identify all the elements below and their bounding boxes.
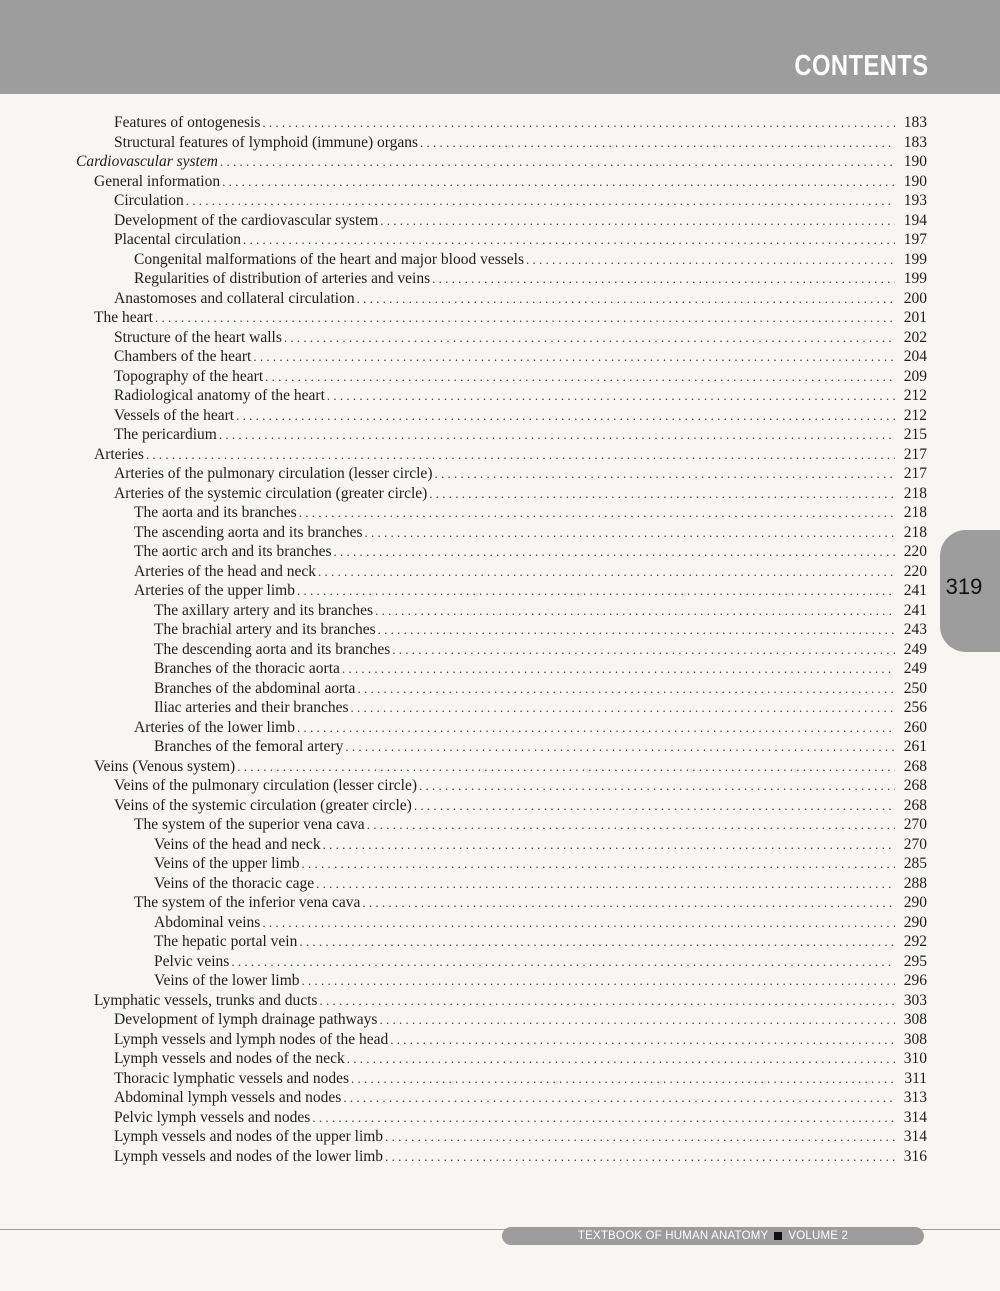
- toc-entry[interactable]: [0, 854, 1000, 874]
- toc-entry-page: 200: [903, 289, 927, 307]
- toc-entry-title: Radiological anatomy of the heart: [114, 387, 325, 404]
- toc-entry[interactable]: [0, 1088, 1000, 1108]
- toc-entry-page: 220: [903, 543, 927, 560]
- toc-entry-page: 308: [903, 1030, 927, 1048]
- dot-leader: [243, 230, 895, 250]
- toc-entry[interactable]: [0, 211, 1000, 231]
- toc-entry-page: 290: [903, 913, 927, 931]
- dot-leader: [367, 815, 895, 835]
- toc-entry-page: 190: [903, 153, 927, 170]
- dot-leader: [186, 191, 895, 211]
- footer-band: [502, 1227, 924, 1245]
- toc-entry[interactable]: [0, 523, 1000, 543]
- dot-leader: [342, 659, 895, 679]
- toc-entry-title: The system of the superior vena cava: [134, 816, 365, 833]
- toc-entry-title: Veins of the pulmonary circulation (lesser circle): [114, 777, 417, 794]
- table-of-contents: [0, 113, 1000, 1166]
- dot-leader: [375, 601, 895, 621]
- toc-entry-title: Placental circulation: [114, 231, 241, 248]
- toc-entry-title: Congenital malformations of the heart and major blood vessels: [134, 250, 524, 268]
- dot-leader: [237, 757, 895, 777]
- dot-leader: [319, 991, 895, 1011]
- toc-entry-page: 199: [903, 270, 927, 287]
- toc-entry-page: 268: [903, 796, 927, 814]
- toc-entry-title: The brachial artery and its branches: [154, 621, 376, 638]
- dot-leader: [414, 796, 895, 816]
- toc-entry-page: 241: [903, 582, 927, 599]
- toc-entry-page: 193: [903, 192, 927, 209]
- toc-entry-page: 268: [903, 777, 927, 794]
- toc-entry-title: The heart: [94, 309, 153, 326]
- toc-entry-page: 215: [903, 426, 927, 443]
- toc-entry-title: Arteries of the lower limb: [134, 718, 295, 736]
- toc-entry-title: Veins of the lower limb: [154, 972, 300, 989]
- toc-entry-title: The aortic arch and its branches: [134, 543, 332, 560]
- page-title: CONTENTS: [793, 50, 928, 82]
- dot-leader: [334, 542, 895, 562]
- dot-leader: [420, 133, 895, 153]
- toc-entry[interactable]: [0, 1030, 1000, 1050]
- toc-entry-page: 285: [903, 855, 927, 872]
- toc-entry[interactable]: [0, 698, 1000, 718]
- page-number: 319: [945, 574, 983, 599]
- toc-entry-page: 220: [903, 562, 927, 580]
- toc-entry-title: Pelvic veins: [154, 952, 230, 970]
- dot-leader: [297, 718, 895, 738]
- dot-leader: [222, 172, 895, 192]
- toc-entry[interactable]: [0, 874, 1000, 894]
- toc-entry-page: 290: [903, 894, 927, 911]
- toc-entry-title: Features of ontogenesis: [114, 114, 261, 131]
- toc-entry-page: 311: [904, 1069, 927, 1087]
- toc-entry-page: 316: [903, 1147, 927, 1165]
- toc-entry-title: Development of the cardiovascular system: [114, 211, 379, 229]
- toc-entry-page: 243: [903, 621, 927, 638]
- toc-entry-title: Pelvic lymph vessels and nodes: [114, 1108, 311, 1126]
- dot-leader: [434, 464, 895, 484]
- toc-entry[interactable]: [0, 289, 1000, 309]
- dot-leader: [155, 308, 895, 328]
- toc-entry-title: Branches of the abdominal aorta: [154, 679, 356, 697]
- toc-entry-title: Vessels of the heart: [114, 406, 235, 424]
- toc-entry-title: Veins of the thoracic cage: [154, 874, 315, 892]
- toc-entry-title: Cardiovascular system: [76, 153, 218, 170]
- toc-entry-title: Iliac arteries and their branches: [154, 699, 349, 716]
- toc-entry-page: 303: [903, 991, 927, 1009]
- toc-entry-title: Arteries of the pulmonary circulation (lesser circle): [114, 465, 433, 482]
- toc-entry-page: 217: [903, 445, 927, 463]
- toc-entry-title: Branches of the thoracic aorta: [154, 660, 340, 677]
- dot-leader: [299, 503, 895, 523]
- dot-leader: [432, 269, 895, 289]
- toc-entry[interactable]: [0, 542, 1000, 562]
- dot-leader: [316, 874, 895, 894]
- toc-entry[interactable]: [0, 425, 1000, 445]
- dot-leader: [380, 211, 895, 231]
- toc-entry-title: Lymph vessels and nodes of the lower limb: [114, 1147, 384, 1165]
- toc-entry[interactable]: [0, 172, 1000, 192]
- toc-entry-page: 218: [903, 484, 927, 502]
- toc-entry[interactable]: [0, 347, 1000, 367]
- toc-entry-title: Structural features of lymphoid (immune) organs: [114, 133, 419, 151]
- toc-entry-page: 249: [903, 640, 927, 658]
- toc-entry[interactable]: [0, 386, 1000, 406]
- toc-entry-page: 270: [903, 835, 927, 853]
- toc-entry[interactable]: [0, 367, 1000, 387]
- toc-entry-title: Regularities of distribution of arteries and veins: [134, 270, 431, 287]
- toc-entry-page: 204: [903, 348, 927, 365]
- toc-entry[interactable]: [0, 464, 1000, 484]
- dot-leader: [526, 250, 895, 270]
- dot-leader: [429, 484, 895, 504]
- toc-entry-page: 241: [903, 601, 927, 619]
- toc-entry-page: 209: [903, 367, 927, 385]
- toc-entry-page: 183: [903, 114, 927, 131]
- footer-volume: VOLUME 2: [788, 1230, 849, 1242]
- toc-entry-title: Arteries of the systemic circulation (greater circle): [114, 484, 428, 502]
- toc-entry-title: Veins of the systemic circulation (greater circle): [114, 796, 412, 814]
- toc-entry-page: 217: [903, 465, 927, 482]
- square-bullet-icon: [774, 1232, 782, 1240]
- toc-entry-page: 212: [903, 387, 927, 404]
- toc-entry[interactable]: [0, 269, 1000, 289]
- toc-entry[interactable]: [0, 1147, 1000, 1167]
- toc-entry[interactable]: [0, 737, 1000, 757]
- dot-leader: [351, 698, 895, 718]
- toc-entry-title: The descending aorta and its branches: [154, 640, 391, 658]
- dot-leader: [379, 1010, 895, 1030]
- toc-entry-title: Chambers of the heart: [114, 348, 252, 365]
- toc-entry-page: 292: [903, 933, 927, 950]
- toc-entry[interactable]: [0, 601, 1000, 621]
- toc-entry-title: Arteries: [94, 445, 144, 463]
- dot-leader: [262, 913, 895, 933]
- toc-entry[interactable]: [0, 113, 1000, 133]
- toc-entry[interactable]: [0, 835, 1000, 855]
- toc-entry[interactable]: [0, 406, 1000, 426]
- toc-entry[interactable]: [0, 250, 1000, 270]
- toc-entry-title: Veins (Venous system): [94, 757, 236, 775]
- toc-entry-page: 249: [903, 660, 927, 677]
- dot-leader: [385, 1127, 895, 1147]
- toc-entry[interactable]: [0, 659, 1000, 679]
- toc-entry-page: 197: [903, 231, 927, 248]
- toc-entry-page: 201: [903, 309, 927, 326]
- dot-leader: [262, 113, 895, 133]
- toc-entry[interactable]: [0, 815, 1000, 835]
- toc-entry[interactable]: [0, 503, 1000, 523]
- toc-entry-page: 199: [903, 250, 927, 268]
- toc-entry-page: 270: [903, 816, 927, 833]
- toc-entry[interactable]: [0, 191, 1000, 211]
- dot-leader: [220, 152, 895, 172]
- toc-entry-title: Circulation: [114, 192, 184, 209]
- toc-entry-title: General information: [94, 172, 221, 190]
- toc-entry[interactable]: [0, 620, 1000, 640]
- toc-entry[interactable]: [0, 1010, 1000, 1030]
- toc-entry[interactable]: [0, 445, 1000, 465]
- toc-entry[interactable]: [0, 152, 1000, 172]
- toc-entry-page: 194: [903, 211, 927, 229]
- toc-entry[interactable]: [0, 913, 1000, 933]
- toc-entry-title: Anastomoses and collateral circulation: [114, 289, 355, 307]
- toc-entry-page: 202: [903, 328, 927, 346]
- toc-entry-page: 250: [903, 679, 927, 697]
- toc-entry-page: 295: [903, 952, 927, 970]
- dot-leader: [236, 406, 895, 426]
- toc-entry-page: 314: [903, 1128, 927, 1145]
- toc-entry-page: 261: [903, 738, 927, 755]
- dot-leader: [312, 1108, 895, 1128]
- toc-entry-title: Arteries of the head and neck: [134, 562, 317, 580]
- toc-entry-page: 218: [903, 523, 927, 541]
- toc-entry[interactable]: [0, 971, 1000, 991]
- dot-leader: [231, 952, 895, 972]
- toc-entry[interactable]: [0, 679, 1000, 699]
- dot-leader: [302, 971, 895, 991]
- toc-entry-title: Arteries of the upper limb: [134, 582, 295, 599]
- dot-leader: [265, 367, 895, 387]
- toc-entry-title: Lymph vessels and nodes of the upper limb: [114, 1128, 384, 1145]
- toc-entry-title: The axillary artery and its branches: [154, 601, 374, 619]
- toc-entry[interactable]: [0, 1049, 1000, 1069]
- dot-leader: [365, 523, 895, 543]
- dot-leader: [284, 328, 895, 348]
- toc-entry-title: Abdominal lymph vessels and nodes: [114, 1089, 342, 1106]
- toc-entry-page: 212: [903, 406, 927, 424]
- dot-leader: [378, 620, 895, 640]
- dot-leader: [419, 776, 895, 796]
- toc-entry-title: Veins of the head and neck: [154, 835, 321, 853]
- toc-entry-title: The hepatic portal vein: [154, 933, 298, 950]
- toc-entry-page: 268: [903, 757, 927, 775]
- dot-leader: [357, 289, 895, 309]
- toc-entry[interactable]: [0, 640, 1000, 660]
- dot-leader: [357, 679, 895, 699]
- toc-entry-title: Abdominal veins: [154, 913, 261, 931]
- toc-entry-page: 296: [903, 972, 927, 989]
- toc-entry-page: 288: [903, 874, 927, 892]
- toc-entry-page: 256: [903, 699, 927, 716]
- toc-entry-title: The ascending aorta and its branches: [134, 523, 363, 541]
- toc-entry[interactable]: [0, 952, 1000, 972]
- toc-entry-page: 313: [903, 1089, 927, 1106]
- dot-leader: [345, 737, 895, 757]
- toc-entry-title: The system of the inferior vena cava: [134, 894, 361, 911]
- toc-entry[interactable]: [0, 484, 1000, 504]
- toc-entry[interactable]: [0, 932, 1000, 952]
- toc-entry[interactable]: [0, 328, 1000, 348]
- toc-entry-title: Topography of the heart: [114, 367, 264, 385]
- toc-entry-page: 308: [903, 1011, 927, 1028]
- toc-entry[interactable]: [0, 230, 1000, 250]
- dot-leader: [146, 445, 895, 465]
- toc-entry[interactable]: [0, 1069, 1000, 1089]
- footer-book-title: TEXTBOOK OF HUMAN ANATOMY: [577, 1230, 769, 1242]
- toc-entry-title: Lymph vessels and lymph nodes of the head: [114, 1030, 389, 1048]
- toc-entry-page: 310: [903, 1050, 927, 1067]
- toc-entry-title: The pericardium: [114, 426, 217, 443]
- toc-entry-title: Lymphatic vessels, trunks and ducts: [94, 991, 318, 1009]
- dot-leader: [392, 640, 895, 660]
- toc-entry-page: 260: [903, 718, 927, 736]
- toc-entry[interactable]: [0, 796, 1000, 816]
- dot-leader: [385, 1147, 895, 1167]
- dot-leader: [299, 932, 895, 952]
- toc-entry-title: Veins of the upper limb: [154, 855, 300, 872]
- toc-entry[interactable]: [0, 562, 1000, 582]
- dot-leader: [302, 854, 895, 874]
- toc-entry[interactable]: [0, 1127, 1000, 1147]
- toc-entry-page: 190: [903, 172, 927, 190]
- toc-entry-title: Thoracic lymphatic vessels and nodes: [114, 1069, 350, 1087]
- toc-entry[interactable]: [0, 308, 1000, 328]
- toc-entry-page: 183: [903, 133, 927, 151]
- dot-leader: [327, 386, 895, 406]
- toc-entry-title: Branches of the femoral artery: [154, 738, 344, 755]
- header-band: [0, 0, 1000, 94]
- toc-entry[interactable]: [0, 1108, 1000, 1128]
- dot-leader: [390, 1030, 895, 1050]
- dot-leader: [253, 347, 895, 367]
- toc-entry-page: 314: [903, 1108, 927, 1126]
- dot-leader: [347, 1049, 895, 1069]
- dot-leader: [219, 425, 895, 445]
- dot-leader: [297, 581, 895, 601]
- toc-entry-title: Structure of the heart walls: [114, 328, 282, 346]
- toc-entry[interactable]: [0, 581, 1000, 601]
- toc-entry[interactable]: [0, 991, 1000, 1011]
- toc-entry-page: 218: [903, 504, 927, 521]
- toc-entry[interactable]: [0, 893, 1000, 913]
- toc-entry[interactable]: [0, 757, 1000, 777]
- toc-entry-title: The aorta and its branches: [134, 504, 297, 521]
- dot-leader: [362, 893, 895, 913]
- toc-entry[interactable]: [0, 718, 1000, 738]
- toc-entry-title: Lymph vessels and nodes of the neck: [114, 1050, 345, 1067]
- toc-entry[interactable]: [0, 776, 1000, 796]
- dot-leader: [318, 562, 895, 582]
- toc-entry-title: Development of lymph drainage pathways: [114, 1011, 378, 1028]
- toc-entry[interactable]: [0, 133, 1000, 153]
- dot-leader: [323, 835, 895, 855]
- dot-leader: [343, 1088, 895, 1108]
- dot-leader: [351, 1069, 895, 1089]
